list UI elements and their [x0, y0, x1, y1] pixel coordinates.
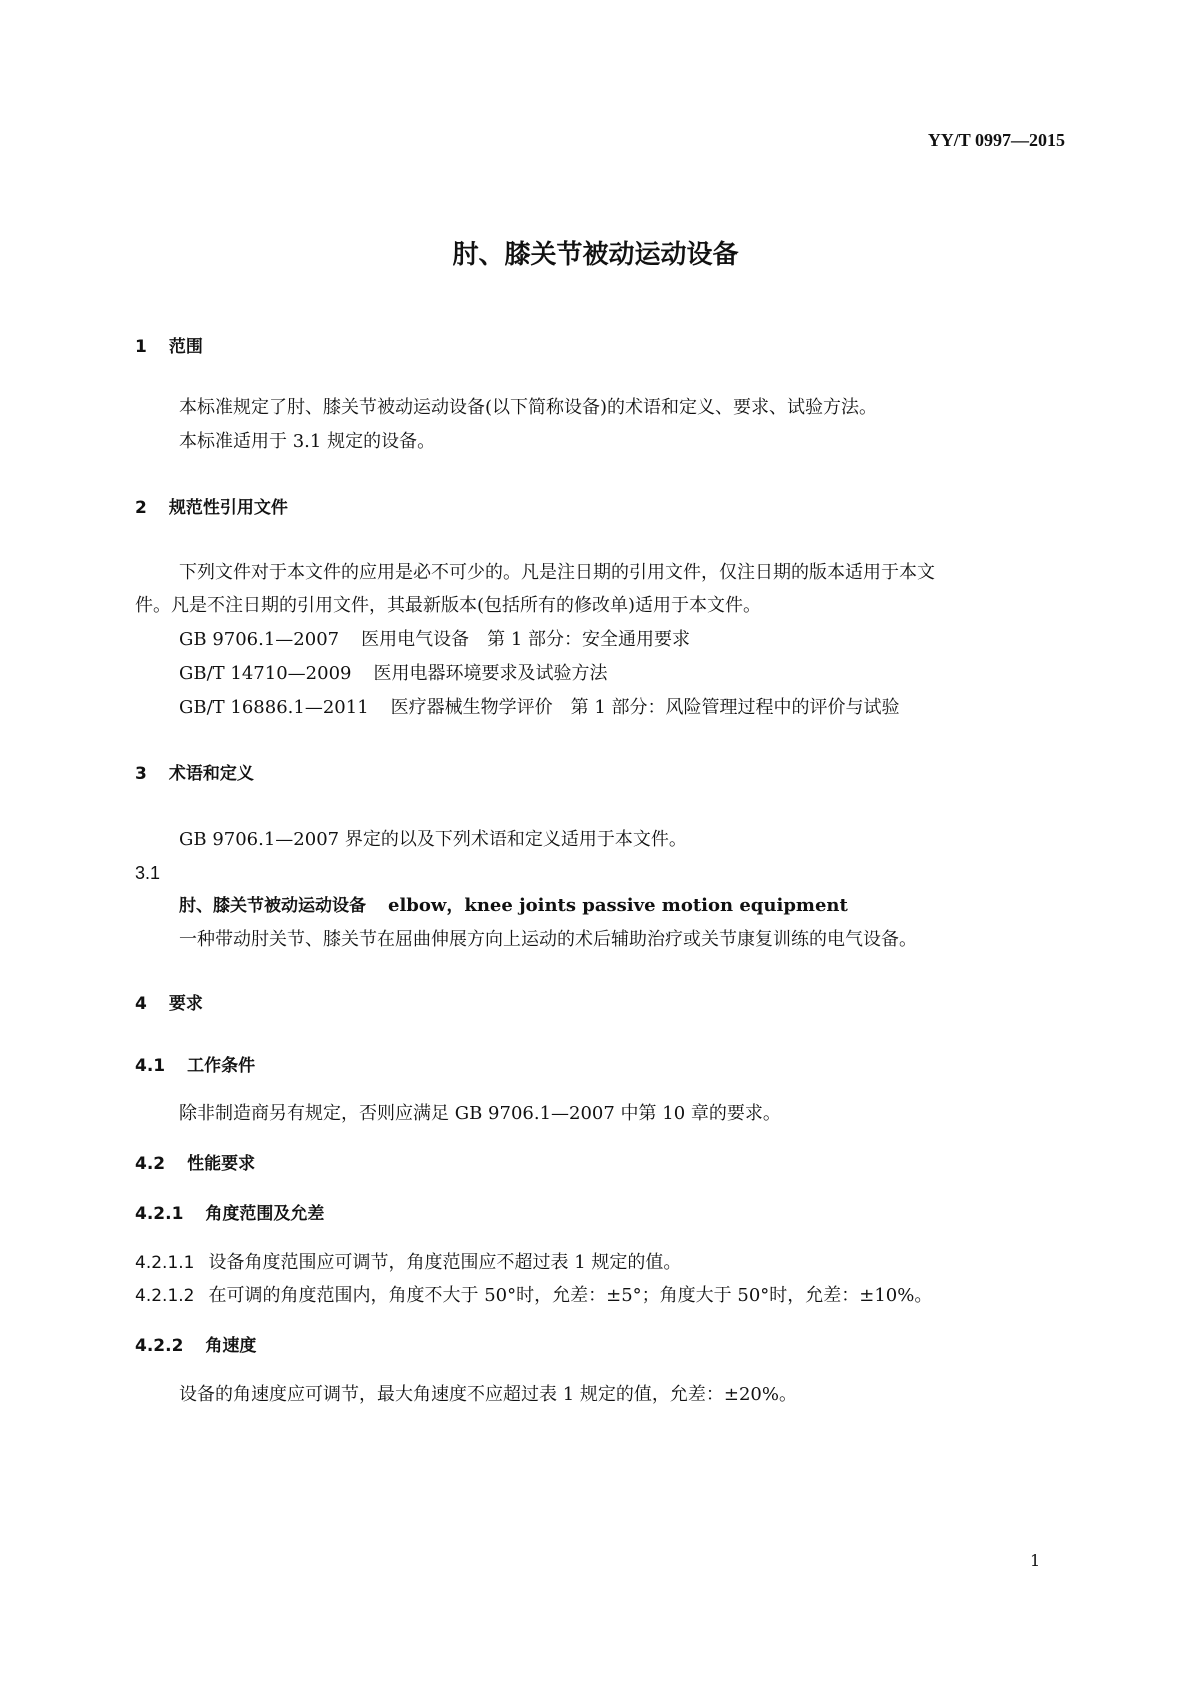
- clause-number: 4.2.1.2: [135, 1286, 195, 1306]
- reference-title: 医用电气设备 第 1 部分：安全通用要求: [361, 629, 691, 650]
- reference-code: GB/T 14710—2009: [179, 663, 352, 684]
- term-en: elbow，knee joints passive motion equipment: [388, 895, 848, 916]
- reference-code: GB/T 16886.1—2011: [179, 697, 369, 718]
- paragraph: 本标准规定了肘、膝关节被动运动设备(以下简称设备)的术语和定义、要求、试验方法。: [179, 397, 878, 418]
- document-title: 肘、膝关节被动运动设备: [452, 240, 739, 270]
- section-number: 4: [135, 994, 147, 1014]
- page-number: 1: [1030, 1551, 1041, 1570]
- reference-title: 医疗器械生物学评价 第 1 部分：风险管理过程中的评价与试验: [390, 697, 900, 718]
- section-number: 2: [135, 498, 147, 518]
- paragraph: 除非制造商另有规定，否则应满足 GB 9706.1—2007 中第 10 章的要求。: [179, 1103, 781, 1124]
- reference-code: GB 9706.1—2007: [179, 629, 340, 650]
- term-definition: 一种带动肘关节、膝关节在屈曲伸展方向上运动的术后辅助治疗或关节康复训练的电气设备。: [179, 929, 917, 950]
- term-number: 3.1: [135, 863, 161, 883]
- section-number: 4.2: [135, 1154, 166, 1174]
- section-number: 4.1: [135, 1056, 166, 1076]
- section-title: 角速度: [205, 1336, 257, 1356]
- paragraph: 下列文件对于本文件的应用是必不可少的。凡是注日期的引用文件，仅注日期的版本适用于本文: [179, 562, 935, 583]
- clause-number: 4.2.1.1: [135, 1253, 195, 1273]
- clause-text: 设备角度范围应可调节，角度范围应不超过表 1 规定的值。: [208, 1252, 682, 1273]
- clause-text: 在可调的角度范围内，角度不大于 50°时，允差：±5°；角度大于 50°时，允差：±10%。: [208, 1285, 933, 1306]
- section-title: 范围: [168, 337, 203, 357]
- section-4-2-2-heading: [135, 1335, 256, 1357]
- paragraph: 本标准适用于 3.1 规定的设备。: [179, 431, 436, 452]
- section-title: 性能要求: [187, 1154, 256, 1174]
- reference-title: 医用电器环境要求及试验方法: [373, 663, 608, 684]
- section-number: 4.2.2: [135, 1336, 184, 1356]
- section-2-heading: [135, 497, 288, 519]
- section-title: 工作条件: [187, 1056, 256, 1076]
- section-number: 4.2.1: [135, 1204, 184, 1224]
- reference-item: [179, 663, 607, 685]
- paragraph: GB 9706.1—2007 界定的以及下列术语和定义适用于本文件。: [179, 829, 687, 850]
- paragraph: 件。凡是不注日期的引用文件，其最新版本(包括所有的修改单)适用于本文件。: [135, 595, 762, 616]
- section-number: 1: [135, 337, 147, 357]
- term-zh: 肘、膝关节被动运动设备: [179, 896, 366, 916]
- section-4-2-1-heading: [135, 1203, 324, 1225]
- section-title: 术语和定义: [168, 764, 254, 784]
- reference-item: [179, 697, 900, 719]
- section-title: 角度范围及允差: [205, 1204, 325, 1224]
- term-entry: [179, 895, 848, 917]
- standard-code: YY/T 0997—2015: [927, 130, 1065, 150]
- section-4-2-heading: [135, 1153, 255, 1175]
- section-title: 规范性引用文件: [168, 498, 288, 518]
- section-3-heading: [135, 763, 254, 785]
- clause-4-2-1-2: [135, 1285, 932, 1307]
- clause-4-2-1-1: [135, 1252, 681, 1274]
- section-4-1-heading: [135, 1055, 255, 1077]
- section-number: 3: [135, 764, 147, 784]
- section-title: 要求: [168, 994, 203, 1014]
- paragraph: 设备的角速度应可调节，最大角速度不应超过表 1 规定的值，允差：±20%。: [179, 1384, 797, 1405]
- section-4-heading: [135, 993, 203, 1015]
- reference-item: [179, 629, 690, 651]
- section-1-heading: [135, 336, 203, 358]
